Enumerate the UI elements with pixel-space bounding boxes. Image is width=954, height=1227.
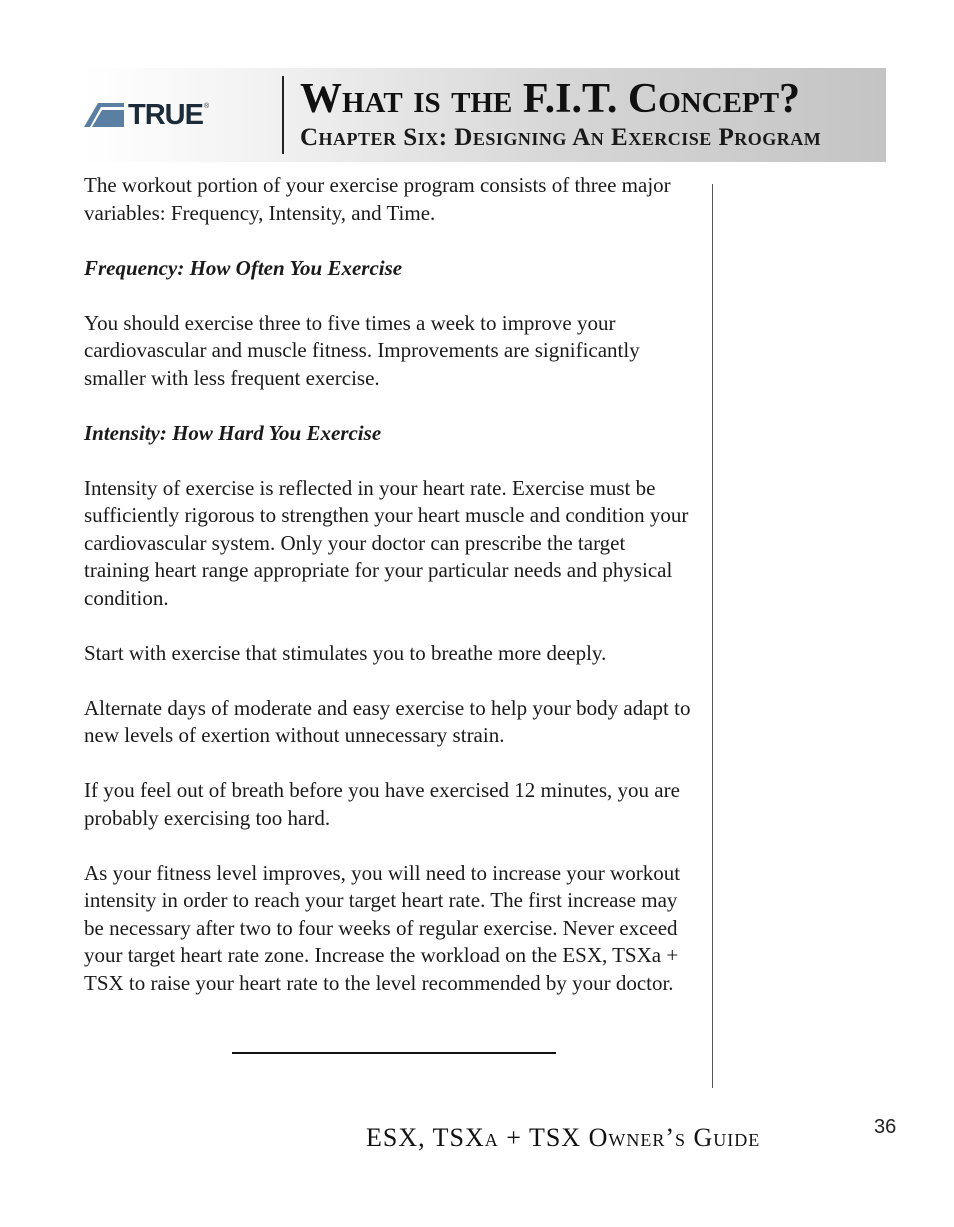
right-column-rule: [712, 184, 713, 1088]
true-logo-mark-icon: [84, 103, 124, 127]
page-title: What is the F.I.T. Concept?: [300, 76, 801, 122]
logo-wordmark: TRUE: [128, 99, 203, 131]
footer-guide-title: ESX, TSXa + TSX Owner’s Guide: [366, 1123, 761, 1152]
body-column: [84, 172, 694, 1025]
alternate-days-paragraph: Alternate days of moderate and easy exercise to help your body adapt to new levels of exertion without unnecessary strain.: [84, 695, 691, 747]
frequency-paragraph: You should exercise three to five times a week to improve your cardiovascular and muscle fitness. Improvements are significantly smaller with less frequent exercise.: [84, 310, 640, 390]
intro-paragraph: The workout portion of your exercise program consists of three major variables: Frequency, Intensity, and Time.: [84, 173, 671, 225]
intensity-heading: Intensity: How Hard You Exercise: [84, 420, 382, 445]
chapter-subtitle: Chapter Six: Designing An Exercise Program: [300, 124, 822, 151]
true-logo: [84, 99, 210, 131]
out-of-breath-paragraph: If you feel out of breath before you have exercised 12 minutes, you are probably exercising too hard.: [84, 778, 680, 830]
page-number: 36: [874, 1116, 897, 1138]
breathe-paragraph: Start with exercise that stimulates you to breathe more deeply.: [84, 640, 607, 665]
intensity-paragraph: Intensity of exercise is reflected in your heart rate. Exercise must be sufficiently rigorous to strengthen your heart muscle and condition your cardiovascular system. Only your doctor can prescribe the target training heart range appropriate for your particular needs and physical condition.: [84, 475, 689, 610]
fitness-level-paragraph: As your fitness level improves, you will need to increase your workout intensity in order to reach your target heart rate. The first increase may be necessary after two to four weeks of regular exercise. Never exceed your target heart rate zone. Increase the workload on the ESX, TSXa + TSX to raise your heart rate to the level recommended by your doctor.: [84, 860, 681, 995]
frequency-heading: Frequency: How Often You Exercise: [84, 255, 403, 280]
logo-registered-mark: ®: [203, 103, 210, 110]
header-divider: [282, 76, 284, 154]
section-end-rule: [232, 1052, 556, 1054]
